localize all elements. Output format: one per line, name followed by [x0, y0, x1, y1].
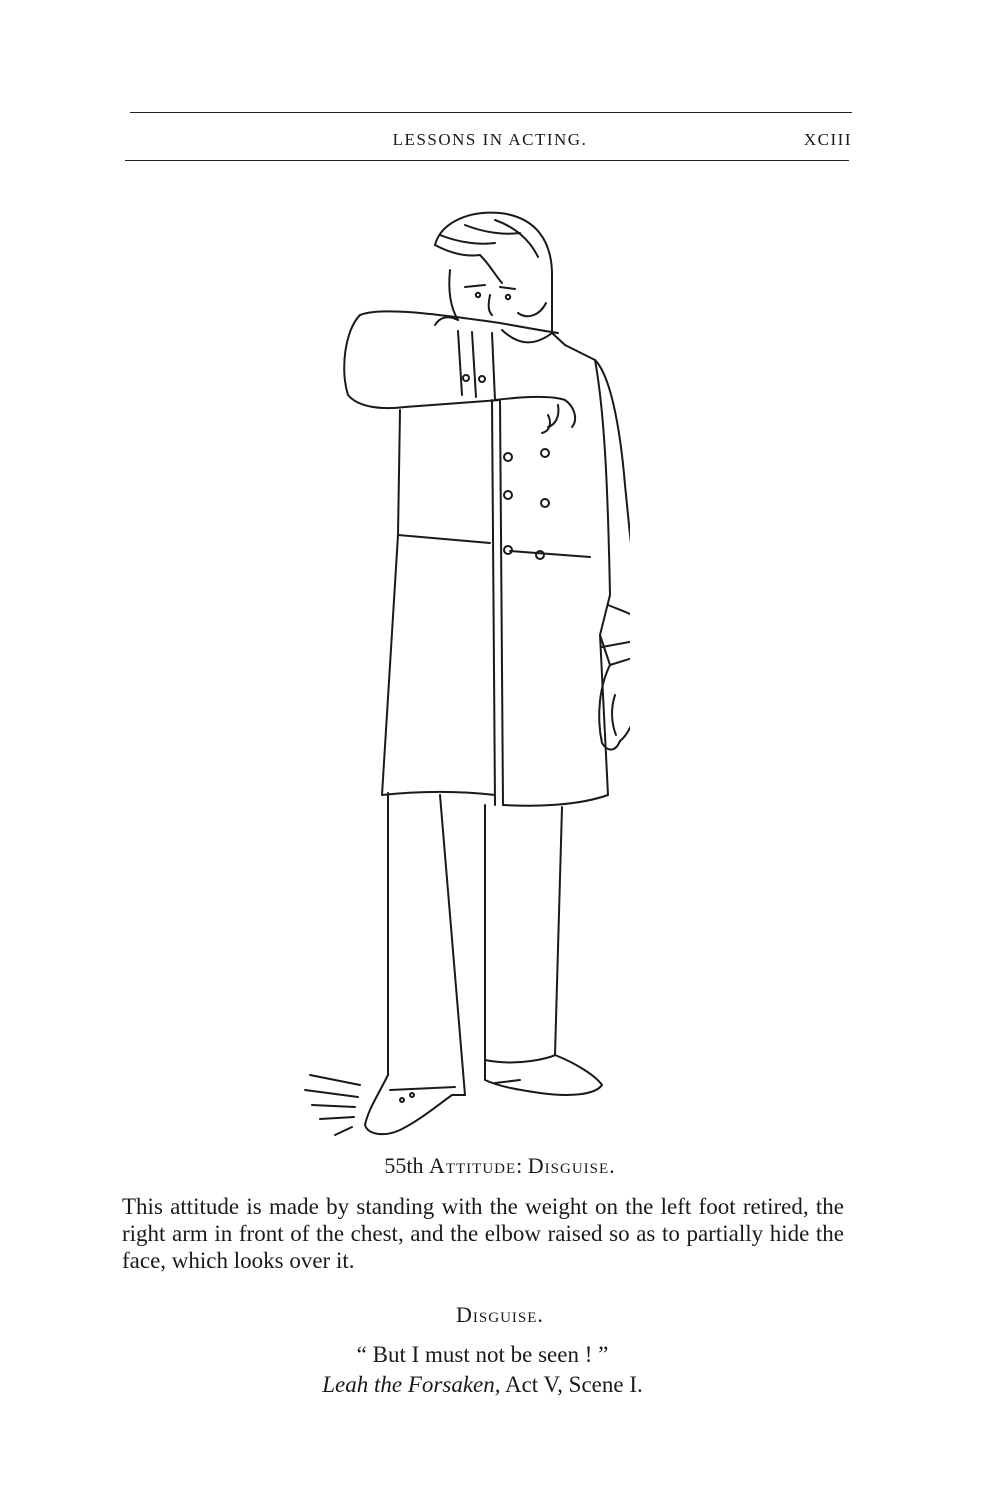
figure-caption	[0, 1153, 1000, 1179]
header-rule-bottom	[125, 160, 849, 161]
page-number: XCIII	[803, 130, 852, 149]
running-title: LESSONS IN ACTING.	[392, 130, 588, 149]
example-quote: “ But I must not be seen ! ”	[356, 1342, 609, 1367]
description-paragraph: This attitude is made by standing with the weight on the left foot retired, the right arm in front of the chest, and the elbow raised so as to partially hide the face, which looks over it.	[122, 1194, 844, 1273]
caption-label: Attitude	[428, 1153, 517, 1178]
example-heading: Disguise.	[456, 1302, 544, 1327]
example-source	[0, 1372, 965, 1398]
caption-title: Disguise.	[527, 1153, 616, 1178]
caption-number: 55th	[384, 1153, 424, 1178]
header-rule-top	[130, 112, 852, 113]
illustration-disguise-attitude	[290, 195, 630, 1155]
caption-separator: :	[516, 1153, 523, 1178]
source-play-title: Leah the Forsaken,	[322, 1372, 501, 1397]
source-act-scene: Act V, Scene I.	[504, 1372, 643, 1397]
